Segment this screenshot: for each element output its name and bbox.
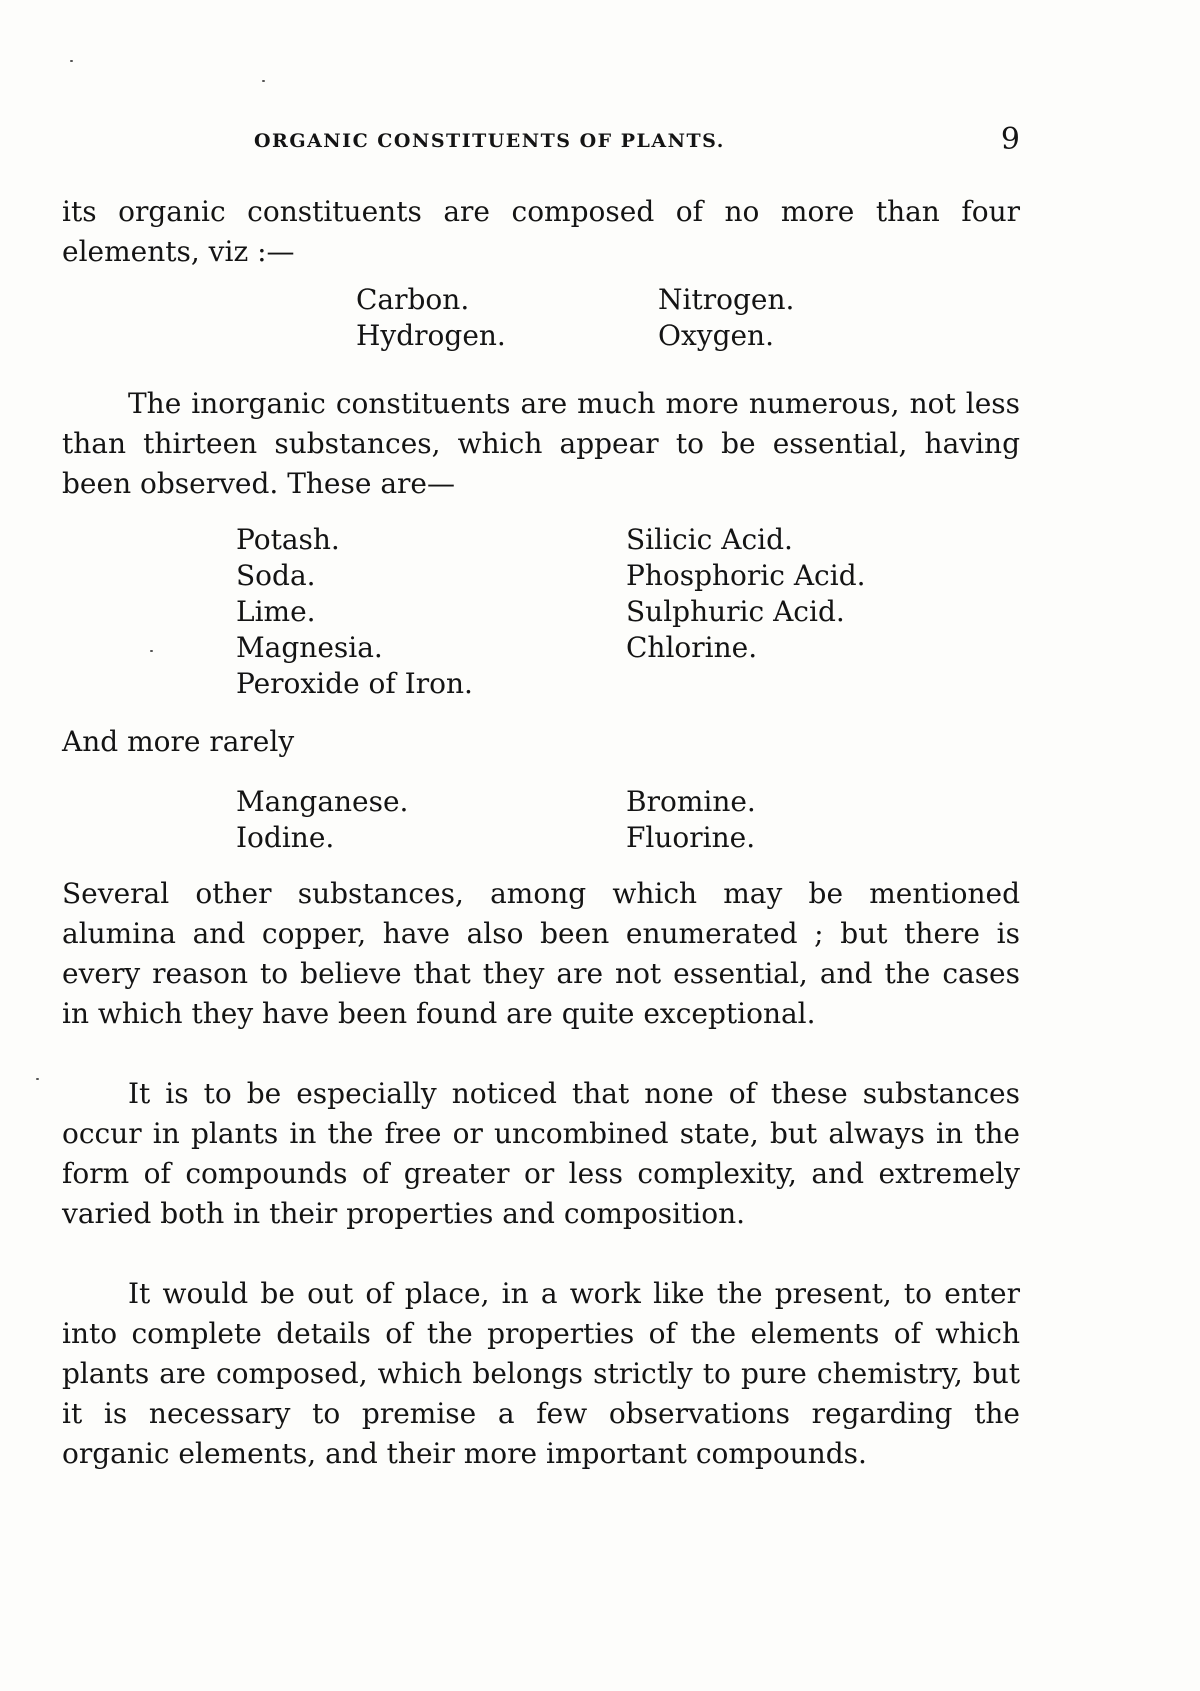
print-speck: [262, 80, 265, 82]
rare-list-left: [236, 784, 408, 856]
list-item: Manganese.: [236, 785, 409, 818]
print-speck: [36, 1078, 39, 1080]
list-item: Hydrogen.: [356, 319, 506, 352]
list-item: Oxygen.: [658, 319, 774, 352]
intro-paragraph: its organic constituents are composed of no more than four elements, viz :—: [62, 195, 1020, 268]
list-item: Fluorine.: [626, 821, 756, 854]
print-speck: [150, 650, 153, 652]
list-item: Soda.: [236, 559, 316, 592]
list-item: Carbon.: [356, 283, 470, 316]
paragraph-other-substances: Several other substances, among which may be mentioned alumina and copper, have also been enumerated ; but there is every reason to believe that they are not essential, and the cases in which they have been found are quite exceptional.: [62, 877, 1020, 1030]
inorganic-list-left: [236, 522, 473, 702]
rare-list-right: [626, 784, 756, 856]
print-speck: [70, 60, 73, 62]
list-item: Lime.: [236, 595, 316, 628]
paragraph-observations: It would be out of place, in a work like the present, to enter into complete details of the properties of the elements of which plants are composed, which belongs strictly to pure chemistry, but it is necessary to premise a few observations regarding the organic elements, and their more important compounds.: [62, 1277, 1020, 1470]
list-item: Nitrogen.: [658, 283, 795, 316]
rarely-label: And more rarely: [62, 725, 295, 758]
list-item: Potash.: [236, 523, 340, 556]
list-item: Peroxide of Iron.: [236, 667, 473, 700]
list-item: Magnesia.: [236, 631, 383, 664]
list-item: Iodine.: [236, 821, 335, 854]
page-number: 9: [1000, 122, 1020, 157]
inorganic-paragraph: The inorganic constituents are much more numerous, not less than thirteen substances, which appear to be essential, having been observed. These are—: [62, 387, 1020, 500]
list-item: Sulphuric Acid.: [626, 595, 845, 628]
list-item: Silicic Acid.: [626, 523, 793, 556]
list-item: Bromine.: [626, 785, 756, 818]
paragraph-compounds: It is to be especially noticed that none of these substances occur in plants in the free or uncombined state, but always in the form of compounds of greater or less complexity, and extremely varied both in their properties and composition.: [62, 1077, 1020, 1230]
running-title: ORGANIC CONSTITUENTS OF PLANTS.: [254, 130, 725, 152]
inorganic-list-right: [626, 522, 866, 666]
organic-elements-right: [658, 282, 794, 354]
organic-elements-left: [356, 282, 506, 354]
running-head: [62, 122, 1020, 162]
list-item: Chlorine.: [626, 631, 758, 664]
list-item: Phosphoric Acid.: [626, 559, 866, 592]
